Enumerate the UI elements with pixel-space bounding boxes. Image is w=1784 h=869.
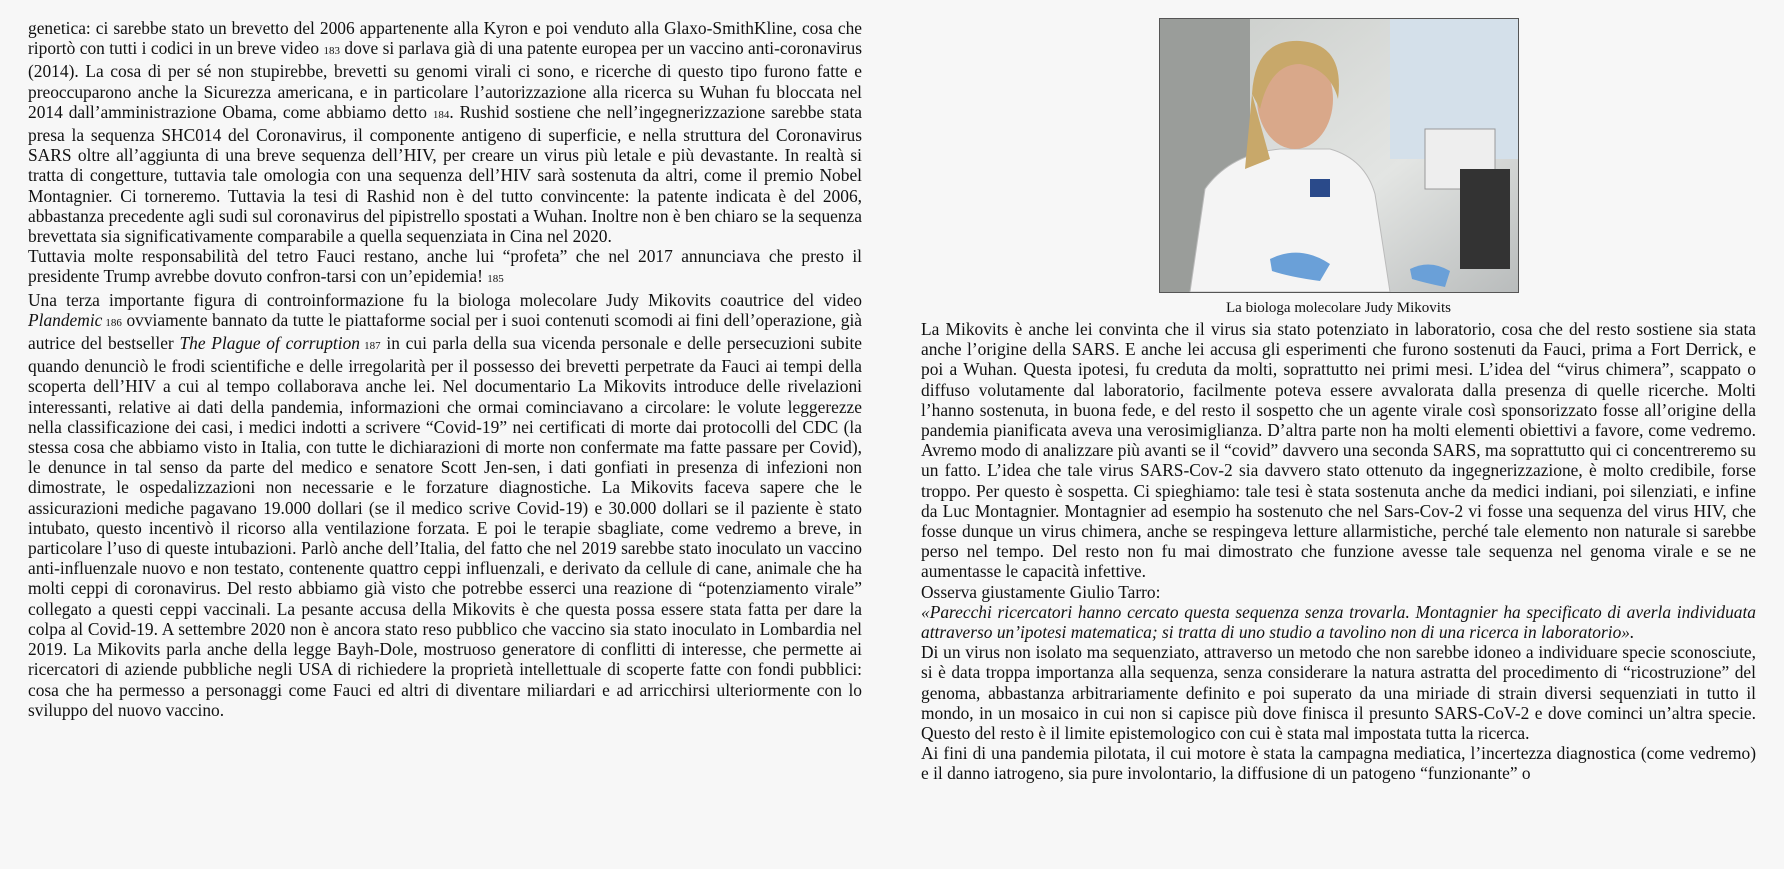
figure	[921, 18, 1756, 319]
footnote-ref-186[interactable]: 186	[102, 316, 122, 329]
paragraph-brevetto: genetica: ci sarebbe stato un brevetto del 2006 appartenente alla Kyron e poi venduto alla Glaxo-SmithKline, cosa che riportò con tutti i codici in un breve video 183 dove si parlava già di una patente europea per un vaccino anti-coronavirus (2014). La cosa di per sé non stupirebbe, brevetti su genomi virali ci sono, e ricerche di questo tipo furono fatte e preoccuparono anche la Sicurezza americana, e in particolare l’autorizzazione alla ricerca su Wuhan fu bloccata nel 2014 dall’amministrazione Obama, come abbiamo detto 184. Rushid sostiene che nell’ingegnerizzazione sarebbe stata presa la sequenza SHC014 del Coronavirus, il componente antigeno di superficie, e nella struttura del Coronavirus SARS oltre all’aggiunta di una breve sequenza dell’HIV, per creare un virus più letale e più devastante. In realtà si tratta di congetture, tuttavia tale omologia con una sequenza dell’HIV sarà sostenuta da altri, come il premio Nobel Montagnier. Ci torneremo. Tuttavia la tesi di Rashid non è del tutto convincente: la patente indicata è del 2006, abbastanza precedente agli sudi sul coronavirus del pipistrello spostati a Wuhan. Inoltre non è ben chiaro se la sequenza brevettata sia significativamente comparabile a quella sequenziata in Cina nel 2020.	[28, 18, 863, 247]
right-text	[921, 319, 1756, 784]
title-plandemic: Plandemic	[28, 309, 103, 330]
footnote-ref-183[interactable]: 183	[323, 45, 340, 58]
photo-judy-mikovits	[1159, 18, 1519, 293]
paragraph-virus-non-isolato: Di un virus non isolato ma sequenziato, attraverso un metodo che non sarebbe idoneo a individuare specie sconosciute, si è data troppa importanza alla sequenza, senza considerare la natura astratta del procedimento di “ricostruzione” del genoma, abbastanza arbitrariamente definito e poi superato da una miriade di strain diversi sequenziati in tutto il mondo, in un mosaico in cui non si capisce più dove finisca il presunto SARS-CoV-2 e dove cominci un’altra specie. Questo del resto è il limite epistemologico con cui è stata mal impostata tutta la ricerca.	[921, 642, 1756, 744]
paragraph-pandemia-pilotata: Ai fini di una pandemia pilotata, il cui motore è stata la campagna mediatica, l’incertezza diagnostica (come vedremo) e il danno iatrogeno, sia pure involontario, la diffusione di un patogeno “funzionante” o	[921, 743, 1756, 784]
footnote-ref-187[interactable]: 187	[359, 340, 381, 353]
right-column	[921, 18, 1756, 784]
paragraph-mikovits: Una terza importante figura di controinformazione fu la biologa molecolare Judy Mikovits coautrice del video Plandemic 186 ovviamente bannato da tutte le piattaforme social per i suoi contenuti scomodi ai fini dell’operazione, già autrice del bestseller The Plague of corruption 187 in cui parla della sua vicenda personale e delle persecuzioni subite quando denunciò le frodi scientifiche e delle irregolarità per il possesso dei brevetti perpetrate da Fauci ai tempi della scoperta dell’HIV a cui al tempo collaborava anche lei. Nel documentario La Mikovits introduce delle rivelazioni interessanti, relative ai dati della pandemia, informazioni che ormai cominciavano a circolare: le volute leggerezze nella classificazione dei casi, i medici indotti a scrivere “Covid-19” nei certificati di morte dai protocolli del CDC (la stessa cosa che abbiamo visto in Italia, con tutte le dichiarazioni di morte non confermate ma fatte passare per Covid), le denunce in tal senso da parte del medico e senatore Scott Jen-sen, i dati gonfiati in presenza di infezioni non dimostrate, le ospedalizzazioni non necessarie e le forzature diagnostiche. La Mikovits faceva sapere che le assicurazioni mediche pagavano 19.000 dollari (se il medico scrive Covid-19) e 30.000 dollari se il paziente è stato intubato, questo incentivò il ricorso alla ventilazione forzata. E poi le terapie sbagliate, come vedremo a breve, in particolare l’uso di queste intubazioni. Parlò anche dell’Italia, del fatto che nel 2019 sarebbe stato inoculato un vaccino anti-influenzale nuovo e non testato, contenente quattro ceppi influenzali, e derivato da cellule di cane, animale che ha molti ceppi di coronavirus. Del resto abbiamo già visto che potrebbe esserci una reazione di “potenziamento virale” collegato a questi ceppi vaccinali. La pesante accusa della Mikovits è che questa possa essere stata fatta per dare la colpa al Covid-19. A settembre 2020 non è ancora stato reso pubblico che vaccino sia stato inoculato in Lombardia nel 2019. La Mikovits parla anche della legge Bayh-Dole, mostruoso generatore di conflitti di interesse, che permette ai ricercatori di aziende pubbliche negli USA di richiedere la proprietà intellettuale di scoperte fatte con fondi pubblici: cosa che ha permesso a personaggi come Fauci ed altri di diventare miliardari e ad arricchirsi ulteriormente con lo sviluppo del nuovo vaccino.	[28, 289, 862, 720]
figure-caption: La biologa molecolare Judy Mikovits	[1226, 300, 1451, 316]
footnote-ref-184[interactable]: 184	[432, 108, 450, 121]
title-plague-of-corruption: The Plague of corruption	[179, 333, 360, 354]
paragraph-virus-chimera: La Mikovits è anche lei convinta che il virus sia stato potenziato in laboratorio, cosa che del resto sostiene sia stata anche l’origine della SARS. E anche lei accusa gli esperimenti che furono sostenuti da Fauci, prima a Fort Derrick, e poi a Wuhan. Questa ipotesi, fu creduta da molti, soprattutto nei primi mesi. L’idea del “virus chimera”, scappato o diffuso volutamente dal laboratorio, facilmente poteva essere avvalorata dalla presenza di quelle ricerche. Molti l’hanno sostenuta, in buona fede, e del resto il sospetto che un agente virale così sponsorizzato fosse all’origine della pandemia pianificata aveva una verosimiglianza. D’altra parte non ha molti elementi obiettivi a favore, come vedremo. Avremo modo di analizzare più avanti se il “covid” davvero una seconda SARS, ma soprattutto qui ci concentreremo su un fatto. L’idea che tale virus SARS-Cov-2 sia davvero stato ottenuto da ingegnerizzazione, è molto credibile, forse troppo. Per questo è sospetta. Ci spieghiamo: tale tesi è stata sostenuta anche da medici indiani, poi silenziati, e infine da Luc Montagnier. Montagnier ad esempio ha sostenuto che nel Sars-Cov-2 vi fosse una sequenza del virus HIV, che fosse dunque un virus chimera, anche se respingeva letture allarmistiche, perché tale elemento non naturale si sarebbe perso nel tempo. Del resto non fu mai dimostrato che funzione avesse tale sequenza nel genoma virale e se ne aumentasse le capacità infettive.	[921, 319, 1756, 582]
quote-tarro: «Parecchi ricercatori hanno cercato questa sequenza senza trovarla. Montagnier ha specificato di averla individuata attraverso un’ipotesi matematica; si tratta di uno studio a tavolino non di una ricerca in laboratorio».	[921, 601, 1756, 643]
left-column	[28, 18, 862, 720]
footnote-ref-185[interactable]: 185	[487, 273, 504, 286]
paragraph-tarro-intro: Osserva giustamente Giulio Tarro:	[921, 581, 1161, 602]
paragraph-fauci: Tuttavia molte responsabilità del tetro Fauci restano, anche lui “profeta” che nel 2017 annunciava che presto il presidente Trump avrebbe dovuto confron-tarsi con un’epidemia! 185	[28, 246, 862, 287]
